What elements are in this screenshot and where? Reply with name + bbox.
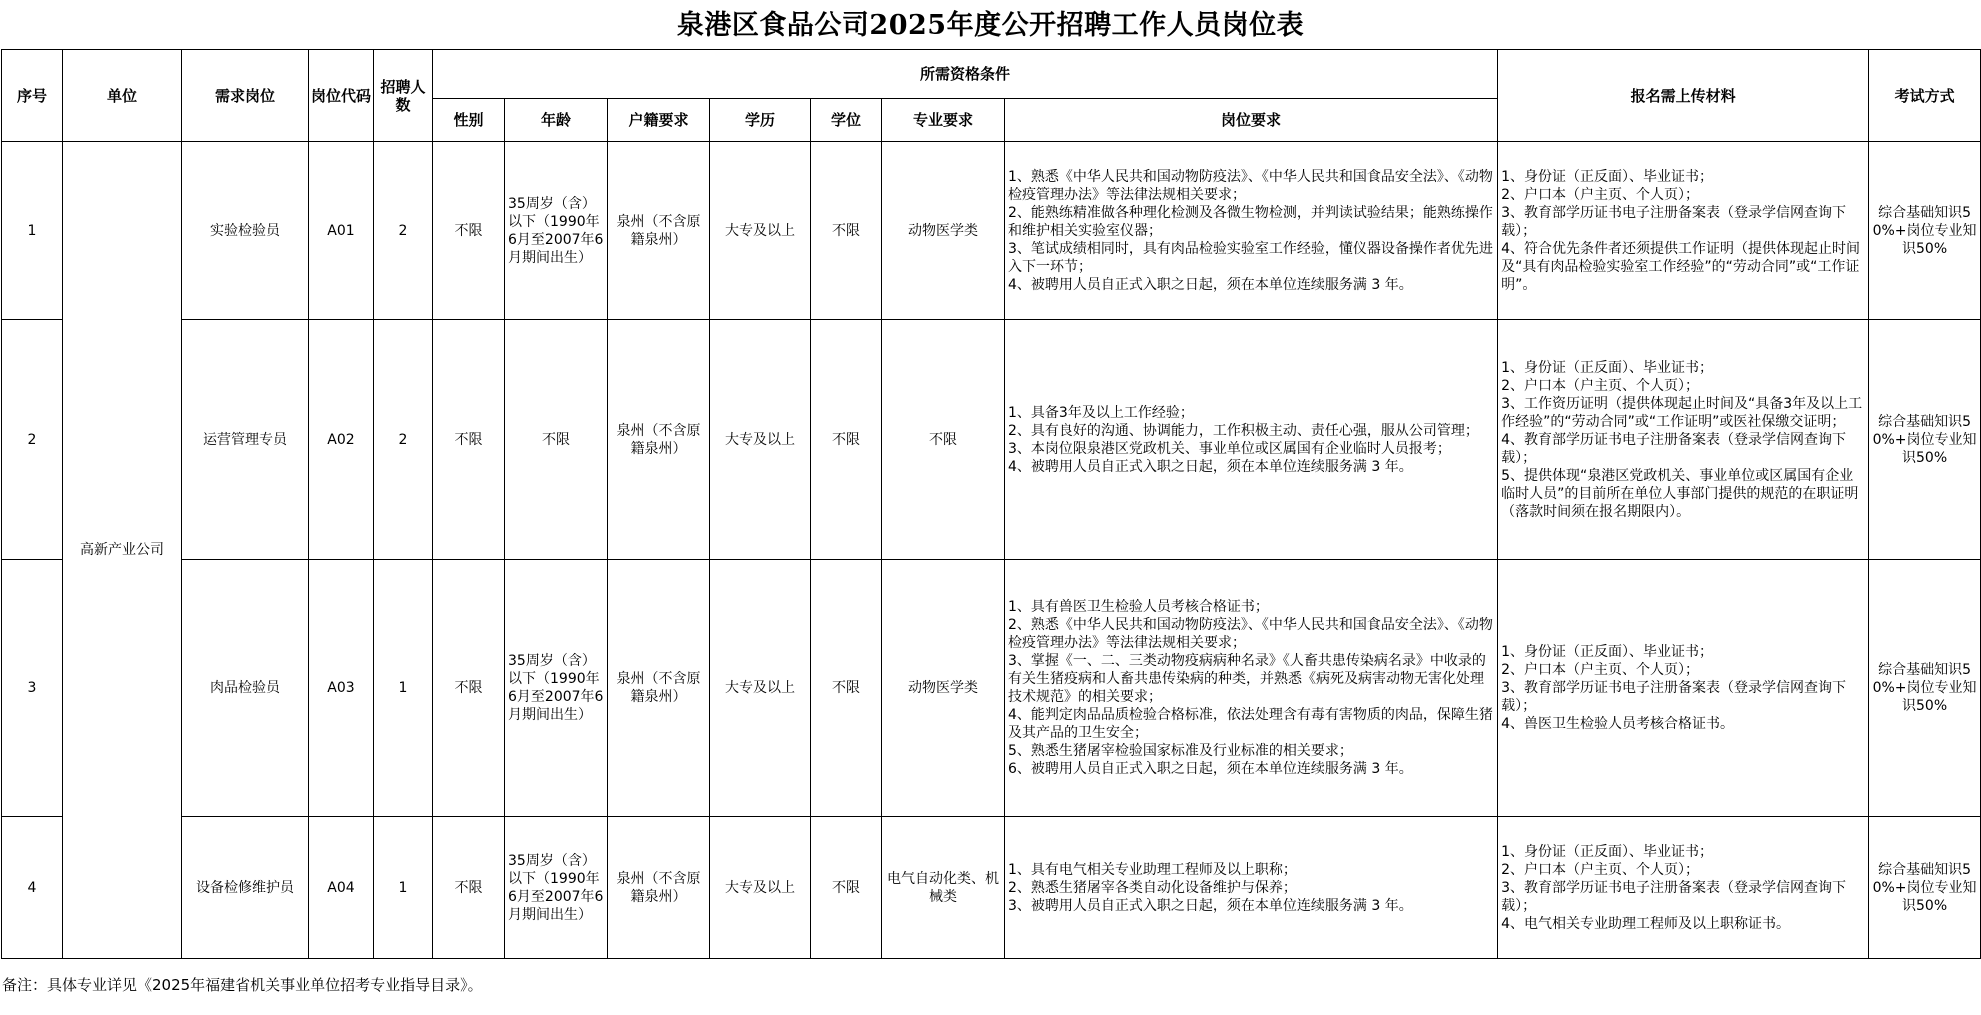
cell-edu: 大专及以上 [710,142,811,320]
material-line: 3、教育部学历证书电子注册备案表（登录学信网查询下载）； [1501,680,1846,714]
cell-age: 35周岁（含）以下（1990年6月至2007年6月期间出生） [505,142,608,320]
material-line: 1、身份证（正反面）、毕业证书； [1501,168,1713,185]
cell-exam: 综合基础知识50%+岗位专业知识50% [1869,817,1981,959]
requirement-line: 3、掌握《一、二、三类动物疫病病种名录》《人畜共患传染病名录》中收录的有关生猪疫病和人畜共患传染病的种类，并熟悉《病死及病害动物无害化处理技术规范》的相关要求； [1008,653,1486,705]
header-seq: 序号 [2,50,63,142]
material-line: 2、户口本（户主页、个人页）； [1501,861,1699,878]
cell-unit: 高新产业公司 [63,142,182,959]
requirement-line: 2、熟悉生猪屠宰各类自动化设备维护与保养； [1008,879,1297,896]
table-row [2,817,1981,959]
requirement-line: 2、能熟练精准做各种理化检测及各微生物检测，并判读试验结果；能熟练操作和维护相关实验室仪器； [1008,204,1493,239]
cell-major: 不限 [882,320,1005,560]
cell-gender: 不限 [433,560,505,817]
requirement-line: 2、熟悉《中华人民共和国动物防疫法》、《中华人民共和国食品安全法》、《动物检疫管理办法》等法律法规相关要求； [1008,617,1493,651]
cell-materials [1498,817,1869,959]
cell-seq: 4 [2,817,63,959]
header-qualifications: 所需资格条件 [433,50,1498,99]
positions-table [1,49,1981,959]
cell-gender: 不限 [433,320,505,560]
material-line: 3、教育部学历证书电子注册备案表（登录学信网查询下载）； [1501,204,1846,239]
material-line: 1、身份证（正反面）、毕业证书； [1501,644,1713,660]
cell-materials [1498,560,1869,817]
material-line: 1、身份证（正反面）、毕业证书； [1501,843,1713,860]
material-line: 4、符合优先条件者还须提供工作证明（提供体现起止时间及“具有肉品检验实验室工作经验”的“劳动合同”或“工作证明”。 [1501,240,1860,293]
requirement-line: 6、被聘用人员自正式入职之日起，须在本单位连续服务满 3 年。 [1008,761,1413,777]
cell-post: 设备检修维护员 [182,817,309,959]
cell-edu: 大专及以上 [710,560,811,817]
cell-huji: 泉州（不含原籍泉州） [608,560,710,817]
cell-exam: 综合基础知识50%+岗位专业知识50% [1869,560,1981,817]
header-gender: 性别 [433,99,505,142]
cell-post-requirements [1005,560,1498,817]
cell-gender: 不限 [433,817,505,959]
cell-post: 运营管理专员 [182,320,309,560]
cell-materials [1498,320,1869,560]
header-count: 招聘人数 [374,50,433,142]
cell-major: 动物医学类 [882,142,1005,320]
cell-count: 2 [374,142,433,320]
header-materials: 报名需上传材料 [1498,50,1869,142]
requirement-line: 3、本岗位限泉港区党政机关、事业单位或区属国有企业临时人员报考； [1008,440,1451,457]
cell-seq: 1 [2,142,63,320]
requirement-line: 5、熟悉生猪屠宰检验国家标准及行业标准的相关要求； [1008,743,1353,759]
material-line: 3、教育部学历证书电子注册备案表（登录学信网查询下载）； [1501,879,1846,914]
cell-count: 2 [374,320,433,560]
footnote: 备注：具体专业详见《2025年福建省机关事业单位招考专业指导目录》。 [2,976,483,994]
cell-major: 电气自动化类、机械类 [882,817,1005,959]
requirement-line: 4、能判定肉品品质检验合格标准，依法处理含有毒有害物质的肉品，保障生猪及其产品的卫生安全； [1008,707,1493,741]
cell-code: A01 [309,142,374,320]
requirement-line: 1、具有电气相关专业助理工程师及以上职称； [1008,861,1297,878]
requirement-line: 1、具有兽医卫生检验人员考核合格证书； [1008,599,1269,615]
cell-seq: 2 [2,320,63,560]
cell-post-requirements [1005,320,1498,560]
header-age: 年龄 [505,99,608,142]
cell-huji: 泉州（不含原籍泉州） [608,142,710,320]
cell-age: 35周岁（含）以下（1990年6月至2007年6月期间出生） [505,817,608,959]
header-code: 岗位代码 [309,50,374,142]
cell-exam: 综合基础知识50%+岗位专业知识50% [1869,142,1981,320]
cell-gender: 不限 [433,142,505,320]
cell-materials [1498,142,1869,320]
header-row-1 [2,50,1981,99]
header-huji: 户籍要求 [608,99,710,142]
requirement-line: 3、笔试成绩相同时，具有肉品检验实验室工作经验，懂仪器设备操作者优先进入下一环节； [1008,240,1493,275]
requirement-line: 1、具备3年及以上工作经验； [1008,404,1194,421]
table-row [2,560,1981,817]
cell-major: 动物医学类 [882,560,1005,817]
material-line: 2、户口本（户主页、个人页）； [1501,377,1699,394]
cell-degree: 不限 [811,142,882,320]
cell-degree: 不限 [811,817,882,959]
material-line: 4、电气相关专业助理工程师及以上职称证书。 [1501,915,1790,932]
table-row [2,142,1981,320]
cell-count: 1 [374,817,433,959]
cell-seq: 3 [2,560,63,817]
cell-huji: 泉州（不含原籍泉州） [608,817,710,959]
cell-degree: 不限 [811,320,882,560]
cell-age: 35周岁（含）以下（1990年6月至2007年6月期间出生） [505,560,608,817]
requirement-line: 1、熟悉《中华人民共和国动物防疫法》、《中华人民共和国食品安全法》、《动物检疫管理办法》等法律法规相关要求； [1008,168,1493,203]
header-exam: 考试方式 [1869,50,1981,142]
cell-degree: 不限 [811,560,882,817]
cell-code: A03 [309,560,374,817]
requirement-line: 3、被聘用人员自正式入职之日起，须在本单位连续服务满 3 年。 [1008,897,1413,914]
material-line: 2、户口本（户主页、个人页）； [1501,662,1699,678]
requirement-line: 4、被聘用人员自正式入职之日起，须在本单位连续服务满 3 年。 [1008,276,1413,293]
cell-post-requirements [1005,142,1498,320]
cell-post: 实验检验员 [182,142,309,320]
cell-count: 1 [374,560,433,817]
requirement-line: 2、具有良好的沟通、协调能力，工作积极主动、责任心强，服从公司管理； [1008,422,1479,439]
cell-age: 不限 [505,320,608,560]
material-line: 4、教育部学历证书电子注册备案表（登录学信网查询下载）； [1501,431,1846,466]
material-line: 3、工作资历证明（提供体现起止时间及“具备3年及以上工作经验”的“劳动合同”或“工作证明”或医社保缴交证明； [1501,395,1863,430]
header-post-req: 岗位要求 [1005,99,1498,142]
material-line: 2、户口本（户主页、个人页）； [1501,186,1699,203]
cell-post: 肉品检验员 [182,560,309,817]
header-edu: 学历 [710,99,811,142]
material-line: 5、提供体现“泉港区党政机关、事业单位或区属国有企业临时人员”的目前所在单位人事部门提供的规范的在职证明（落款时间须在报名期限内）。 [1501,467,1859,520]
requirement-line: 4、被聘用人员自正式入职之日起，须在本单位连续服务满 3 年。 [1008,458,1413,475]
header-unit: 单位 [63,50,182,142]
header-degree: 学位 [811,99,882,142]
material-line: 4、兽医卫生检验人员考核合格证书。 [1501,716,1734,732]
cell-exam: 综合基础知识50%+岗位专业知识50% [1869,320,1981,560]
cell-edu: 大专及以上 [710,817,811,959]
page-title: 泉港区食品公司2025年度公开招聘工作人员岗位表 [676,10,1305,41]
cell-huji: 泉州（不含原籍泉州） [608,320,710,560]
table-row [2,320,1981,560]
cell-post-requirements [1005,817,1498,959]
cell-edu: 大专及以上 [710,320,811,560]
cell-code: A02 [309,320,374,560]
header-post: 需求岗位 [182,50,309,142]
cell-code: A04 [309,817,374,959]
header-major: 专业要求 [882,99,1005,142]
material-line: 1、身份证（正反面）、毕业证书； [1501,359,1713,376]
